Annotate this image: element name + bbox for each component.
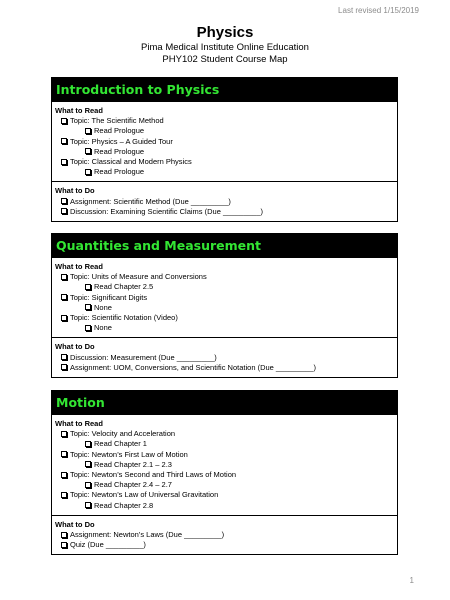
what-to-read-heading: What to Read (55, 419, 103, 428)
task-item: Assignment: Newton’s Laws (Due _________) (55, 530, 393, 540)
section-title: Introduction to Physics (56, 82, 220, 97)
task-item: Assignment: Scientific Method (Due _________) (55, 197, 393, 207)
checkbox-icon[interactable] (61, 315, 67, 321)
section-motion (51, 390, 398, 555)
section-header (52, 234, 397, 258)
topic-item: Topic: Units of Measure and Conversions (55, 272, 393, 282)
checkbox-icon[interactable] (85, 325, 91, 331)
task-item: Quiz (Due _________) (55, 540, 393, 550)
topic-item: Topic: Scientific Notation (Video) (55, 313, 393, 323)
checkbox-icon[interactable] (85, 461, 91, 467)
reading-item: Read Prologue (55, 126, 393, 136)
checkbox-icon[interactable] (61, 118, 67, 124)
checkbox-icon[interactable] (85, 284, 91, 290)
what-to-read-heading: What to Read (55, 106, 103, 115)
checkbox-icon[interactable] (61, 492, 67, 498)
page-title: Physics (196, 24, 254, 41)
section-title: Quantities and Measurement (56, 238, 261, 253)
checkbox-icon[interactable] (85, 169, 91, 175)
checkbox-icon[interactable] (61, 159, 67, 165)
reading-item: Read Chapter 2.8 (55, 501, 393, 511)
task-item: Assignment: UOM, Conversions, and Scientific Notation (Due _________) (55, 363, 393, 373)
reading-item: Read Chapter 2.1 – 2.3 (55, 460, 393, 470)
institution-subtitle: Pima Medical Institute Online Education (141, 42, 309, 53)
checkbox-icon[interactable] (61, 532, 67, 538)
topic-item: Topic: Newton’s Law of Universal Gravitation (55, 490, 393, 500)
checkbox-icon[interactable] (61, 208, 67, 214)
checkbox-icon[interactable] (61, 198, 67, 204)
checkbox-icon[interactable] (85, 441, 91, 447)
reading-item: Read Chapter 1 (55, 439, 393, 449)
page-number: 1 (409, 576, 414, 585)
task-item: Discussion: Measurement (Due _________) (55, 353, 393, 363)
section-introduction-to-physics (51, 77, 398, 222)
checkbox-icon[interactable] (61, 354, 67, 360)
section-quantities-and-measurement (51, 233, 398, 378)
reading-item: Read Chapter 2.4 – 2.7 (55, 480, 393, 490)
topic-item: Topic: Newton’s First Law of Motion (55, 450, 393, 460)
task-item: Discussion: Examining Scientific Claims (Due _________) (55, 207, 393, 217)
checkbox-icon[interactable] (85, 502, 91, 508)
reading-item: Read Prologue (55, 167, 393, 177)
checkbox-icon[interactable] (61, 364, 67, 370)
section-header (52, 78, 397, 102)
topic-item: Topic: Physics – A Guided Tour (55, 137, 393, 147)
what-to-do-heading: What to Do (55, 186, 95, 196)
checkbox-icon[interactable] (61, 472, 67, 478)
title-block (0, 24, 450, 66)
checkbox-icon[interactable] (85, 128, 91, 134)
checkbox-icon[interactable] (61, 542, 67, 548)
last-revised-date: Last revised 1/15/2019 (338, 6, 419, 15)
what-to-read-panel (52, 102, 397, 181)
what-to-read-panel (52, 258, 397, 337)
topic-item: Topic: Newton’s Second and Third Laws of Motion (55, 470, 393, 480)
checkbox-icon[interactable] (61, 294, 67, 300)
reading-item: Read Chapter 2.5 (55, 282, 393, 292)
checkbox-icon[interactable] (85, 148, 91, 154)
what-to-read-panel (52, 415, 397, 515)
course-subtitle: PHY102 Student Course Map (162, 54, 288, 65)
what-to-do-heading: What to Do (55, 519, 95, 529)
reading-item: Read Prologue (55, 147, 393, 157)
checkbox-icon[interactable] (61, 451, 67, 457)
reading-item: None (55, 303, 393, 313)
topic-item: Topic: Classical and Modern Physics (55, 157, 393, 167)
topic-item: Topic: Velocity and Acceleration (55, 429, 393, 439)
what-to-read-heading: What to Read (55, 262, 103, 271)
what-to-do-panel (52, 337, 397, 377)
what-to-do-heading: What to Do (55, 342, 95, 352)
section-title: Motion (56, 395, 105, 410)
topic-item: Topic: The Scientific Method (55, 116, 393, 126)
checkbox-icon[interactable] (85, 482, 91, 488)
what-to-do-panel (52, 181, 397, 221)
what-to-do-panel (52, 515, 397, 555)
checkbox-icon[interactable] (85, 304, 91, 310)
section-header (52, 391, 397, 415)
checkbox-icon[interactable] (61, 138, 67, 144)
reading-item: None (55, 323, 393, 333)
checkbox-icon[interactable] (61, 431, 67, 437)
topic-item: Topic: Significant Digits (55, 293, 393, 303)
checkbox-icon[interactable] (61, 274, 67, 280)
